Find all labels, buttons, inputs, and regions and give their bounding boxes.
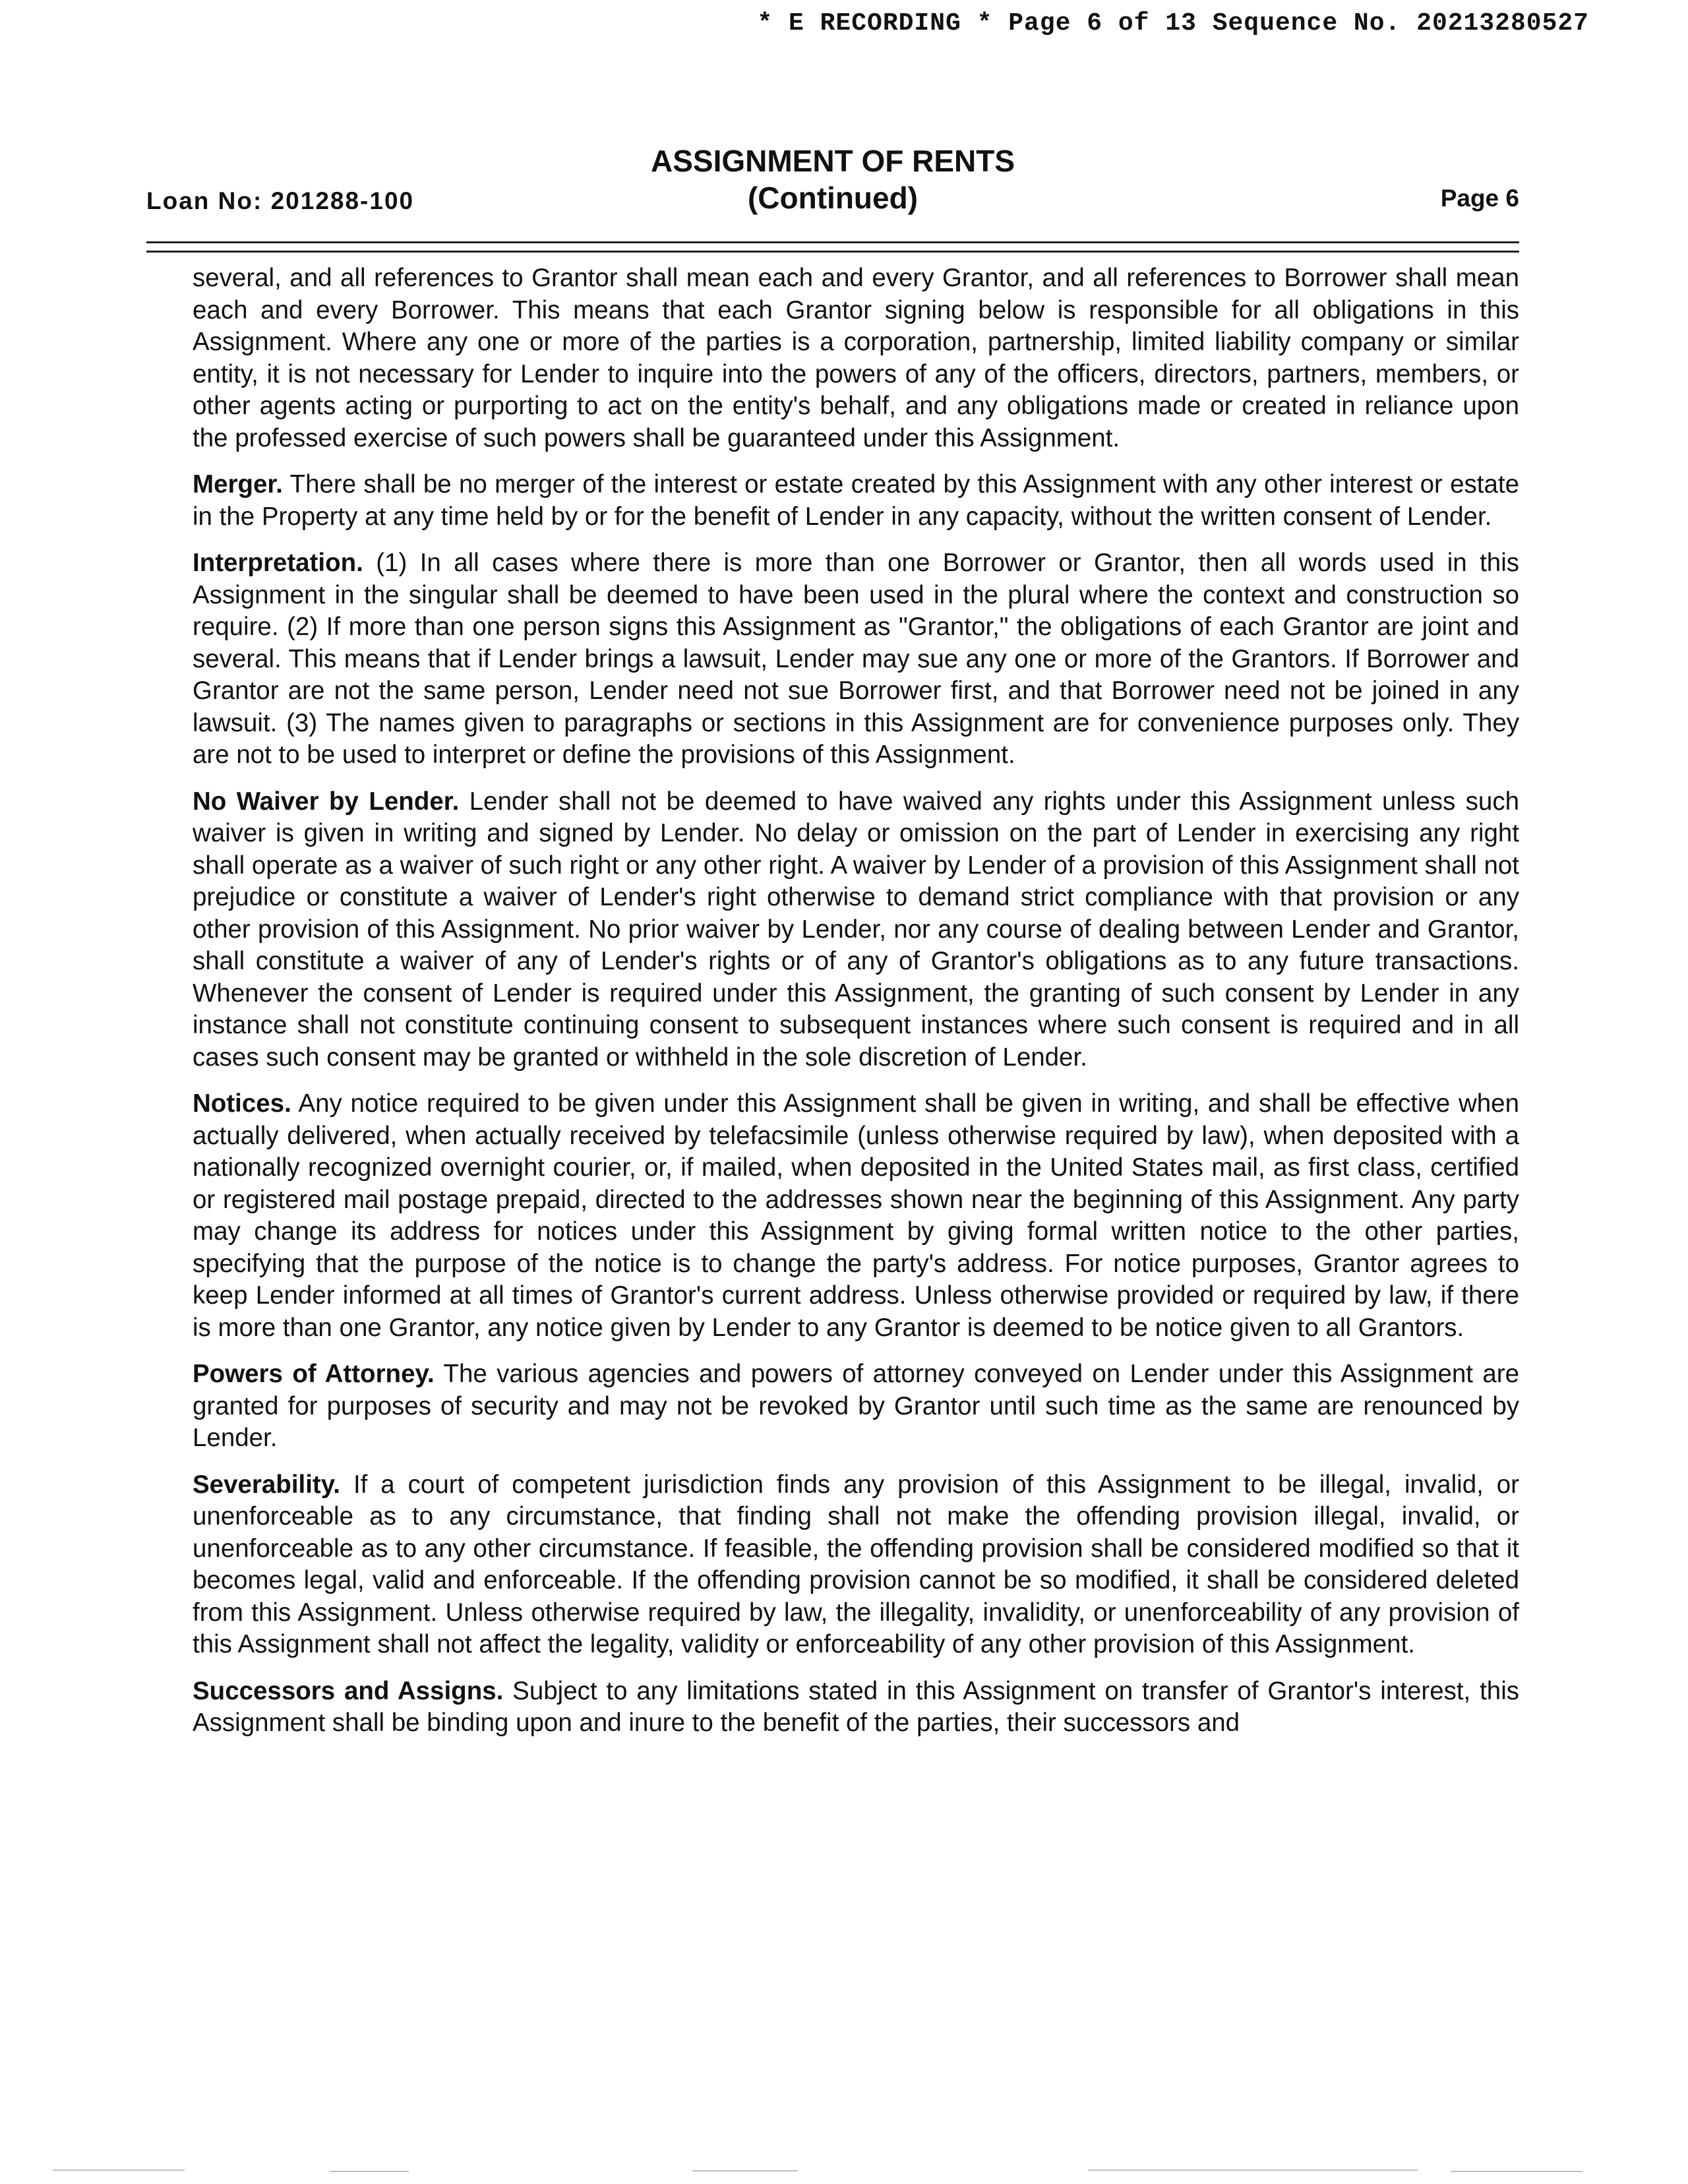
- paragraph-text: There shall be no merger of the interest or estate created by this Assignment with any other interest or estate in the Property at any time held by or for the benefit of Lender in any capacity, without the written consent of Lender.: [193, 470, 1519, 531]
- page-header: [146, 142, 1519, 222]
- paragraph-heading: Severability.: [193, 1470, 340, 1499]
- scan-noise: [330, 2171, 409, 2172]
- recording-stamp: * E RECORDING * Page 6 of 13 Sequence No. 20213280527: [757, 9, 1589, 38]
- paragraph-heading: Powers of Attorney.: [193, 1360, 435, 1388]
- paragraph-text: Subject to any limitations stated in this Assignment on transfer of Grantor's interest, this Assignment shall be binding upon and inure to the benefit of the parties, their successors and: [193, 1676, 1520, 1737]
- paragraph-no-waiver: [193, 786, 1519, 1074]
- header-rule-top: [146, 241, 1519, 243]
- paragraph-text: If a court of competent jurisdiction finds any provision of this Assignment to be illegal, invalid, or unenforceable as to any circumstance, that finding shall not make the offending provision illegal, invalid, or unenforceable as to any other circumstance. If feasible, the offending provision shall be considered modified so that it becomes legal, valid and enforceable. If the offending provision cannot be so modified, it shall be considered deleted from this Assignment. Unless otherwise required by law, the illegality, invalidity, or unenforceability of any provision of this Assignment shall not affect the legality, validity or enforceability of any other provision of this Assignment.: [193, 1470, 1519, 1658]
- title-line-2: (Continued): [747, 181, 919, 215]
- scan-noise: [1088, 2169, 1418, 2171]
- paragraph-heading: Interpretation.: [193, 549, 363, 577]
- scan-noise: [53, 2169, 185, 2171]
- paragraph-severability: [193, 1469, 1519, 1661]
- paragraph-heading: Notices.: [193, 1089, 291, 1118]
- paragraph-heading: No Waiver by Lender.: [193, 787, 460, 816]
- paragraph-text: Any notice required to be given under this Assignment shall be given in writing, and shall be effective when actually delivered, when actually received by telefacsimile (unless otherwise required by law), when deposited with a nationally recognized overnight courier, or, if mailed, when deposited in the United States mail, as first class, certified or registered mail postage prepaid, directed to the addresses shown near the beginning of this Assignment. Any party may change its address for notices under this Assignment by giving formal written notice to the other parties, specifying that the purpose of the notice is to change the party's address. For notice purposes, Grantor agrees to keep Lender informed at all times of Grantor's current address. Unless otherwise provided or required by law, if there is more than one Grantor, any notice given by Lender to any Grantor is deemed to be notice given to all Grantors.: [193, 1089, 1519, 1342]
- paragraph-text: Lender shall not be deemed to have waived any rights under this Assignment unless such waiver is given in writing and signed by Lender. No delay or omission on the part of Lender in exercising any right shall operate as a waiver of such right or any other right. A waiver by Lender of a provision of this Assignment shall not prejudice or constitute a waiver of Lender's right otherwise to demand strict compliance with that provision or any other provision of this Assignment. No prior waiver by Lender, nor any course of dealing between Lender and Grantor, shall constitute a waiver of any of Lender's rights or of any of Grantor's obligations as to any future transactions. Whenever the consent of Lender is required under this Assignment, the granting of such consent by Lender in any instance shall not constitute continuing consent to subsequent instances where such consent is required and in all cases such consent may be granted or withheld in the sole discretion of Lender.: [193, 787, 1519, 1072]
- paragraph-successors-and-assigns: [193, 1676, 1519, 1740]
- paragraph-notices: [193, 1088, 1519, 1344]
- header-rule-bottom: [146, 251, 1519, 253]
- paragraph-heading: Successors and Assigns.: [193, 1676, 504, 1705]
- scan-noise: [692, 2170, 798, 2171]
- document-title: [146, 142, 1519, 216]
- paragraph-text: several, and all references to Grantor shall mean each and every Grantor, and all references to Borrower shall mean each and every Borrower. This means that each Grantor signing below is responsible for all obligations in this Assignment. Where any one or more of the parties is a corporation, partnership, limited liability company or similar entity, it is not necessary for Lender to inquire into the powers of any of the officers, directors, partners, members, or other agents acting or purporting to act on the entity's behalf, and any obligations made or created in reliance upon the professed exercise of such powers shall be guaranteed under this Assignment.: [193, 264, 1519, 452]
- paragraph-text: The various agencies and powers of attorney conveyed on Lender under this Assignment are granted for purposes of security and may not be revoked by Grantor until such time as the same are renounced by Lender.: [193, 1360, 1519, 1452]
- title-line-1: ASSIGNMENT OF RENTS: [650, 144, 1015, 178]
- scan-noise: [1451, 2171, 1582, 2172]
- paragraph-merger: [193, 469, 1519, 533]
- document-body: [193, 262, 1519, 1754]
- paragraph-powers-of-attorney: [193, 1358, 1519, 1455]
- page-number: Page 6: [1440, 185, 1519, 212]
- paragraph-text: (1) In all cases where there is more than one Borrower or Grantor, then all words used in this Assignment in the singular shall be deemed to have been used in the plural where the context and construction so require. (2) If more than one person signs this Assignment as "Grantor," the obligations of each Grantor are joint and several. This means that if Lender brings a lawsuit, Lender may sue any one or more of the Grantors. If Borrower and Grantor are not the same person, Lender need not sue Borrower first, and that Borrower need not be joined in any lawsuit. (3) The names given to paragraphs or sections in this Assignment are for convenience purposes only. They are not to be used to interpret or define the provisions of this Assignment.: [193, 549, 1519, 769]
- paragraph-interpretation: [193, 547, 1519, 772]
- paragraph-heading: Merger.: [193, 470, 283, 499]
- paragraph-continuation: [193, 262, 1519, 454]
- loan-number: Loan No: 201288-100: [146, 187, 415, 214]
